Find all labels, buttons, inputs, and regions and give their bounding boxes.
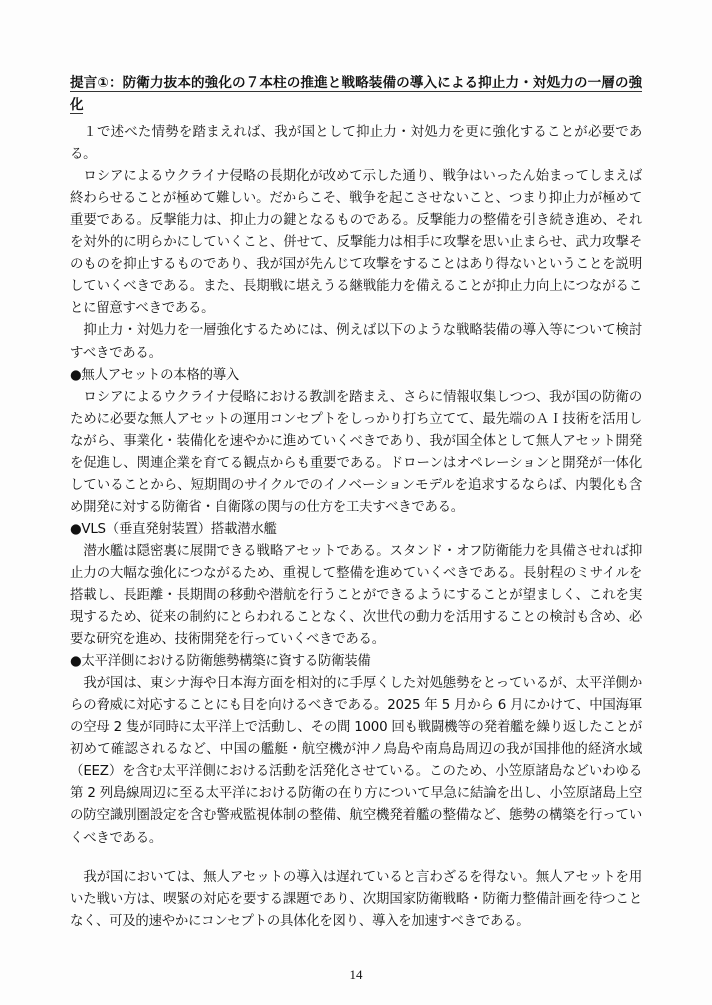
paragraph-7: 我が国においては、無人アセットの導入は遅れていると言わざるを得ない。無人アセットを用いた戦い方は、喫緊の対応を要する課題であり、次期国家防衛戦略・防衛力整備計画を待つことなく、可及的速やかにコンセプトの具体化を図り、導入を加速すべきである。 [70,869,642,929]
paragraph-spacer [70,850,642,867]
paragraph-2: ロシアによるウクライナ侵略の長期化が改めて示した通り、戦争はいったん始まってしまえば終わらせることが極めて難しい。だからこそ、戦争を起こさせないこと、つまり抑止力が極めて重要である。反撃能力は、抑止力の鍵となるものである。反撃能力の整備を引き続き進め、それを対外的に明らかにしていくこと、併せて、反撃能力は相手に攻撃を思い止まらせ、武力攻撃そのものを抑止するものであり、我が国が先んじて攻撃をすることはあり得ないということを説明していくべきである。また、長期戦に堪えうる継戦能力を備えることが抑止力向上につながることに留意すべきである。 [70,169,642,317]
paragraph-5: 潜水艦は隠密裏に展開できる戦略アセットである。スタンド・オフ防衛能力を具備させれば抑止力の大幅な強化につながるため、重視して整備を進めていくべきである。長射程のミサイルを搭載し、長距離・長期間の移動や潜航を行うことができるようにすることが望ましく、これを実現するため、従来の制約にとらわれることなく、次世代の動力を活用することの検討も含め、必要な研究を進め、技術開発を行っていくべきである。 [70,543,642,648]
paragraph-6: 我が国は、東シナ海や日本海方面を相対的に手厚くした対処態勢をとっているが、太平洋側からの脅威に対応することにも目を向けるべきである。2025 年 5 月から 6 月にかけて、中国海軍の空母 2 隻が同時に太平洋上で活動し、その間 1000 回も戦闘機等の発着艦を繰り返したことが初めて確認されるなど、中国の艦艇・航空機が沖ノ鳥島や南鳥島周辺の我が国排他的経済水域（EEZ）を含む太平洋側における活動を活発化させている。このため、小笠原諸島などいわゆる第 2 列島線周辺に至る太平洋における防衛の在り方について早急に結論を出し、小笠原諸島上空の防空識別圏設定を含む警戒監視体制の整備、航空機発着艦の整備など、態勢の構築を行っていくべきである。 [70,676,642,846]
paragraph-4: ロシアによるウクライナ侵略における教訓を踏まえ、さらに情報収集しつつ、我が国の防衛のために必要な無人アセットの運用コンセプトをしっかり打ち立てて、最先端のＡＩ技術を活用しながら、事業化・装備化を速やかに進めていくべきであり、我が国全体として無人アセット開発を促進し、関連企業を育てる観点からも重要である。ドローンはオペレーションと開発が一体化していることから、短期間のサイクルでのイノベーションモデルを追求するならば、内製化も含め開発に対する防衛省・自衛隊の関与の仕方を工夫すべきである。 [70,389,642,515]
paragraph-3: 抑止力・対処力を一層強化するためには、例えば以下のような戦略装備の導入等について検討すべきである。 [70,323,642,361]
bullet-vls-submarine: ●VLS（垂直発射装置）搭載潜水艦 [70,521,277,537]
bullet-unmanned-asset: ●無人アセットの本格的導入 [70,367,239,383]
bullet-pacific-defense: ●太平洋側における防衛態勢構築に資する防衛装備 [70,654,371,670]
page-number: 14 [349,967,363,982]
page-title [70,72,642,116]
paragraph-1: １で述べた情勢を踏まえれば、我が国として抑止力・対処力を更に強化することが必要である。 [70,125,642,163]
page-title-text: 提言①：防衛力抜本的強化の７本柱の推進と戦略装備の導入による抑止力・対処力の一層の強化 [70,75,642,114]
